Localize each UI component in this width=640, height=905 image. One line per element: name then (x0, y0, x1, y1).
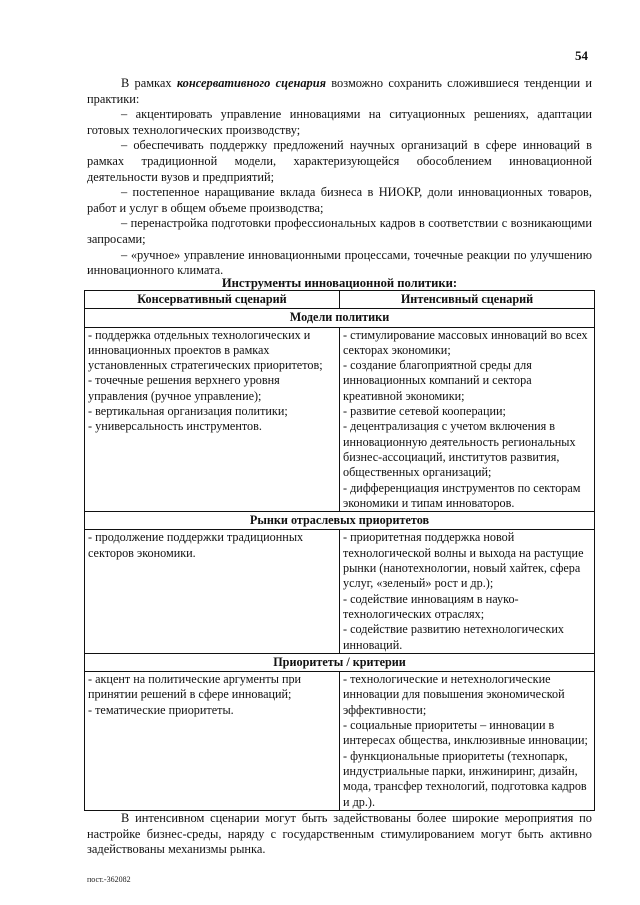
intro-lead (87, 76, 592, 107)
list-item: - стимулирование массовых инноваций во всех секторах экономики; (343, 327, 588, 357)
section-title-policy-models: Модели политики (85, 309, 595, 327)
header-conservative: Консервативный сценарий (85, 291, 340, 309)
list-item: - технологические и нетехнологические инновации для повышения экономической эффективности; (343, 672, 565, 717)
list-item: - функциональные приоритеты (технопарк, индустриальные парки, инжиниринг, дизайн, мода, трансфер технологий, подготовка кадров и др.). (343, 748, 587, 809)
table-header-row (85, 291, 595, 309)
intensive-cell (340, 530, 595, 653)
intro-lead-after: возможно сохранить сложившиеся тенденции и практики: (87, 76, 592, 106)
section-row (85, 309, 595, 327)
table-title: Инструменты инновационной политики: (221, 276, 458, 290)
policy-tools-table (84, 290, 595, 811)
list-item: - тематические приоритеты. (88, 702, 234, 717)
conservative-cell (85, 672, 340, 811)
page-number: 54 (575, 48, 588, 63)
section-title-sector-markets: Рынки отраслевых приоритетов (85, 512, 595, 530)
conservative-cell (85, 530, 340, 653)
list-item: - продолжение поддержки традиционных секторов экономики. (88, 530, 304, 560)
outro-paragraph: В интенсивном сценарии могут быть задействованы более широкие мероприятия по настройке бизнес-среды, наряду с государственным стимулированием могут быть активно задействованы механизмы рынка. (87, 811, 592, 857)
section-title-priorities: Приоритеты / критерии (85, 653, 595, 671)
list-item: - акцент на политические аргументы при принятии решений в сфере инноваций; (88, 672, 302, 702)
section-row (85, 512, 595, 530)
list-item: - создание благоприятной среды для инновационных компаний и сектора креативной экономики; (343, 358, 532, 403)
document-footer-code: пост.-362082 (87, 875, 131, 884)
table-row (85, 327, 595, 512)
list-item: - поддержка отдельных технологических и инновационных проектов в рамках установленных стратегических приоритетов; (88, 327, 323, 373)
list-item: - дифференциация инструментов по секторам экономики и типам инноваторов. (343, 480, 581, 510)
list-item: - универсальность инструментов. (88, 419, 262, 434)
table-row (85, 530, 595, 653)
list-item: - социальные приоритеты – инновации в интересах общества, инклюзивные инновации; (343, 718, 588, 748)
intro-item: – «ручное» управление инновационными процессами, точечные реакции по улучшению инновационного климата. (87, 247, 592, 278)
intro-item: – акцентировать управление инновациями на ситуационных решениях, адаптации готовых технологических производству; (87, 107, 592, 137)
intensive-cell (340, 672, 595, 811)
conservative-cell (85, 327, 340, 512)
header-intensive: Интенсивный сценарий (340, 291, 595, 309)
intro-section (87, 76, 592, 279)
intensive-cell (340, 327, 595, 512)
intro-item: – обеспечивать поддержку предложений научных организаций в сфере инноваций в рамках традиционной модели, характеризующейся обособлением инновационной деятельности вузов и предприятий; (87, 138, 592, 184)
conservative-scenario-term: консервативного сценария (176, 76, 327, 90)
list-item: - точечные решения верхнего уровня управления (ручное управление); (88, 373, 280, 403)
list-item: - содействие развитию нетехнологических инноваций. (343, 622, 564, 652)
list-item: - развитие сетевой кооперации; (343, 404, 506, 419)
list-item: - вертикальная организация политики; (88, 404, 288, 419)
outro-section (87, 811, 592, 858)
intro-item: – перенастройка подготовки профессиональных кадров в соответствии с возникающими запросами; (87, 216, 592, 246)
table-row (85, 672, 595, 811)
intro-lead-before: В рамках (121, 76, 177, 90)
list-item: - децентрализация с учетом включения в инновационную деятельность региональных бизнес-ассоциаций, институтов развития, общественных организаций; (343, 419, 576, 480)
list-item: - приоритетная поддержка новой технологической волны и выхода на растущие рынки (нанотехнологии, новый хайтек, сфера услуг, «зеленый» рост и др.); (343, 530, 584, 591)
list-item: - содействие инновациям в науко-технологических отраслях; (343, 591, 519, 621)
intro-item: – постепенное наращивание вклада бизнеса в НИОКР, доли инновационных товаров, работ и услуг в общем объеме производства; (87, 185, 592, 215)
section-row (85, 653, 595, 671)
